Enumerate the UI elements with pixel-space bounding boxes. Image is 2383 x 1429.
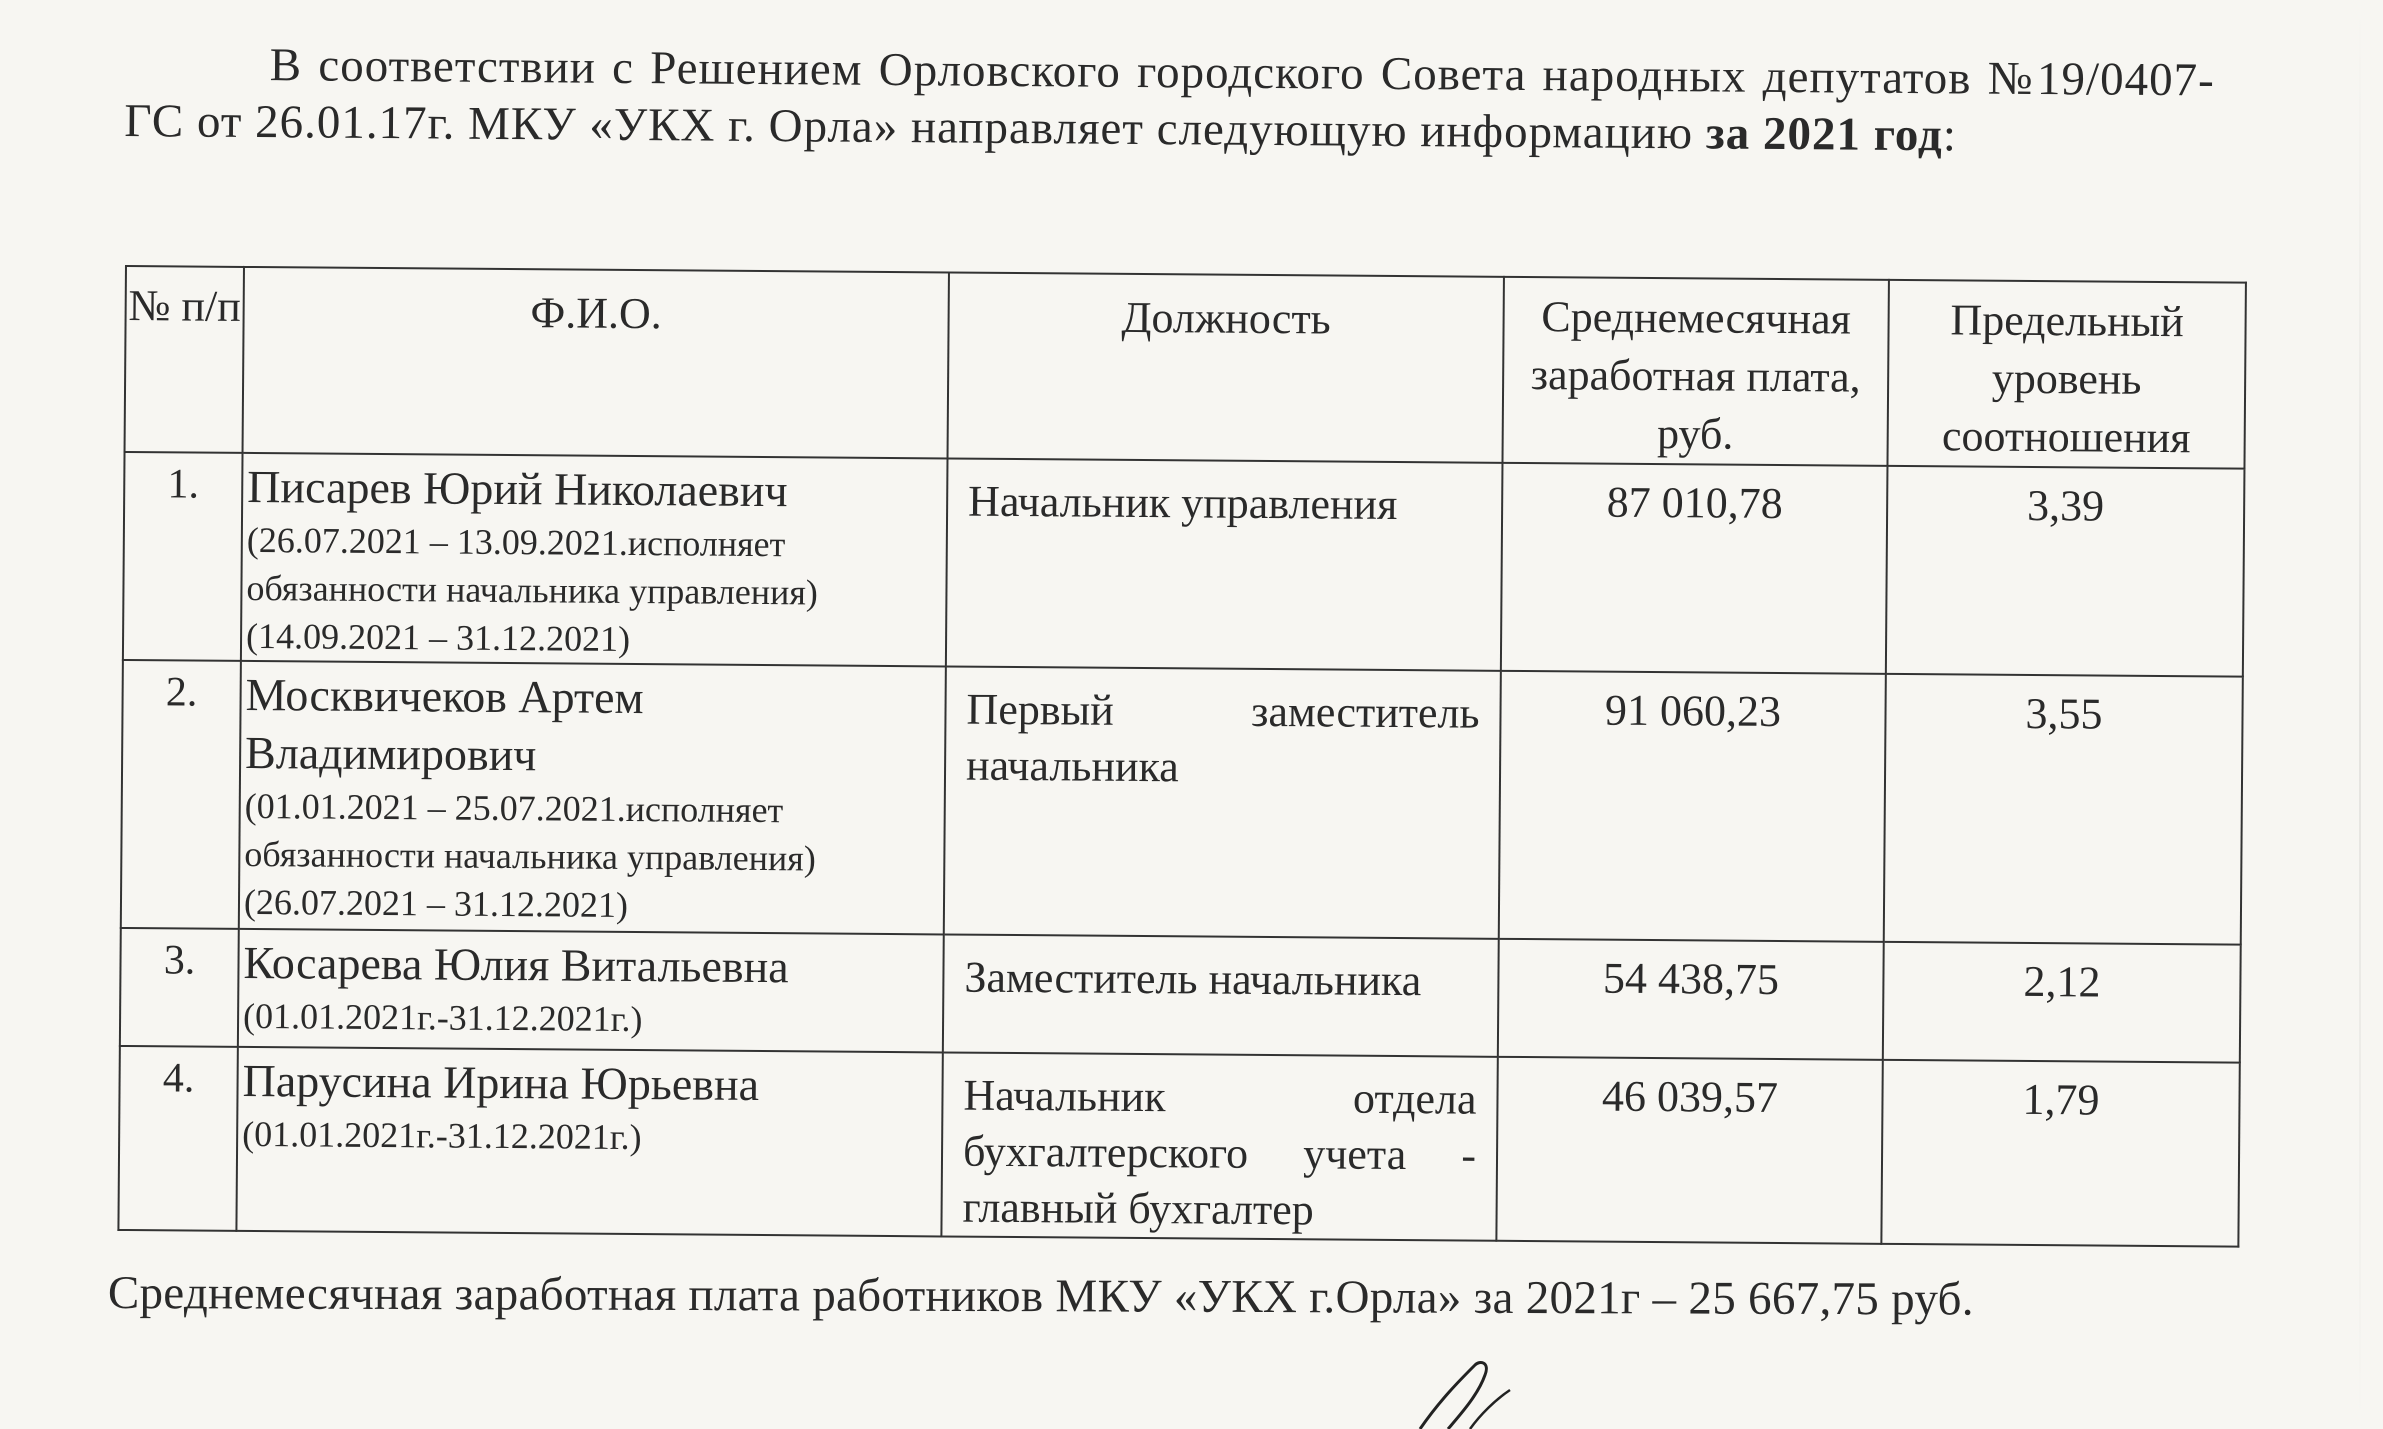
row-num: 4. <box>118 1046 237 1231</box>
header-ratio: Предельный уровень соотношения <box>1887 280 2245 469</box>
table-row <box>120 928 2241 1063</box>
header-position: Должность <box>948 272 1504 462</box>
intro-text-end: : <box>1942 109 1958 162</box>
person-details: (26.07.2021 – 13.09.2021.исполняет обязанности начальника управления) (14.09.2021 – 31.12.2021) <box>245 519 819 659</box>
intro-text: В соответствии с Решением Орловского городского Совета народных депутатов №19/0407-ГС от 26.01.17г. МКУ «УКХ г. Орла» направляет следующую информацию <box>124 39 2215 160</box>
row-name-cell <box>239 661 946 935</box>
salary-table-wrapper <box>117 265 2245 1248</box>
salary-table <box>117 265 2247 1248</box>
row-name-cell <box>241 453 948 667</box>
footer-average-salary: Среднемесячная заработная плата работников МКУ «УКХ г.Орла» за 2021г – 25 667,75 руб. <box>107 1267 1974 1326</box>
intro-bold-text: за 2021 год <box>1705 107 1944 162</box>
row-name-cell <box>236 1047 942 1237</box>
row-position: Первый заместитель начальника <box>944 666 1501 938</box>
row-position: Начальник отдела бухгалтерского учета - главный бухгалтер <box>941 1052 1497 1240</box>
header-num: № п/п <box>125 266 244 453</box>
table-row <box>121 660 2243 945</box>
row-num: 2. <box>121 660 241 929</box>
table-header-row <box>125 266 2246 469</box>
row-ratio: 2,12 <box>1883 942 2241 1063</box>
row-ratio: 3,39 <box>1886 466 2245 677</box>
row-num: 1. <box>123 452 243 661</box>
person-name: Парусина Ирина Юрьевна <box>242 1054 760 1111</box>
header-salary: Среднемесячная заработная плата, руб. <box>1502 277 1888 466</box>
row-position: Заместитель начальника <box>943 934 1499 1056</box>
person-details: (01.01.2021г.-31.12.2021г.) <box>242 1113 642 1158</box>
person-name: Косарева Юлия Витальевна <box>243 936 789 993</box>
table-row <box>123 452 2245 677</box>
row-name-cell <box>238 929 944 1053</box>
header-fio: Ф.И.О. <box>243 267 949 459</box>
row-ratio: 1,79 <box>1881 1060 2239 1247</box>
person-name: Москвичеков Артем Владимирович <box>244 668 644 781</box>
intro-paragraph <box>124 36 2215 166</box>
row-salary: 46 039,57 <box>1496 1057 1882 1244</box>
person-details: (01.01.2021 – 25.07.2021.исполняет обязанности начальника управления) (26.07.2021 – 31.12.2021) <box>243 785 816 925</box>
table-row <box>118 1046 2239 1247</box>
signature-mark <box>1400 1360 1560 1429</box>
person-details: (01.01.2021г.-31.12.2021г.) <box>242 995 643 1040</box>
row-salary: 54 438,75 <box>1498 939 1884 1060</box>
row-salary: 91 060,23 <box>1499 671 1886 942</box>
row-salary: 87 010,78 <box>1501 463 1888 674</box>
row-ratio: 3,55 <box>1884 674 2243 945</box>
row-num: 3. <box>120 928 239 1047</box>
person-name: Писарев Юрий Николаевич <box>247 460 788 517</box>
page-edge-shadow <box>2359 0 2361 1429</box>
row-position: Начальник управления <box>946 458 1503 670</box>
